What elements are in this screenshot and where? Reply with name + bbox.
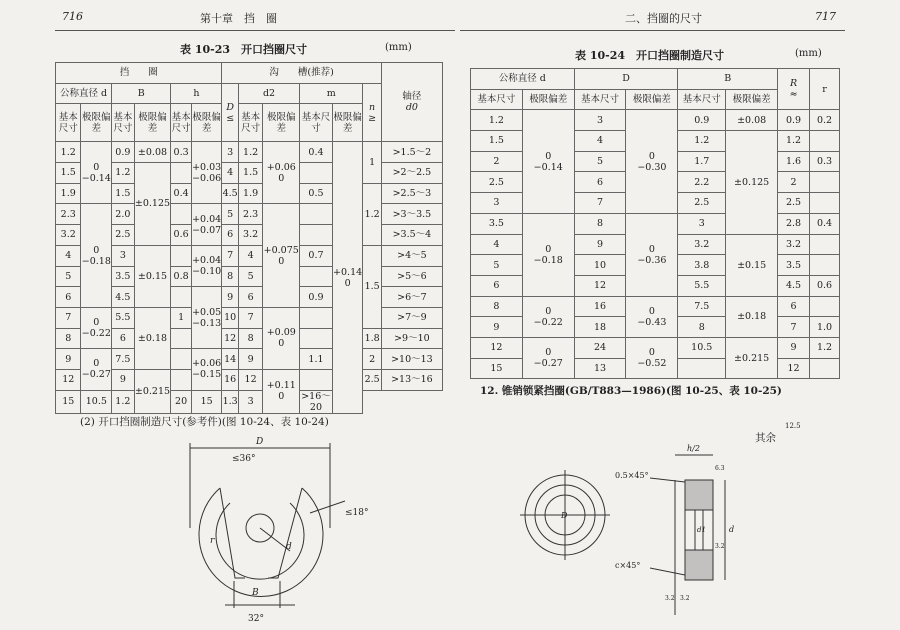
merged-tol-cell: ±0.18 [134,307,171,369]
cell-h: 0.4 [171,183,191,204]
merged-tol-cell: 1.2 [363,183,381,245]
cell-d0: >10～13 [381,349,442,370]
cell-R: 2.8 [778,213,810,234]
cell-R: 3.2 [778,234,810,255]
col-group-ring: 挡 圈 [56,63,222,84]
cell-d2: 7 [238,307,262,328]
cell-m [300,328,333,349]
cell-D: 12 [222,328,238,349]
cell-r: 0.6 [810,275,840,296]
cell-d: 1.2 [56,142,81,163]
cell-d0: >7～9 [381,307,442,328]
cell-h: 1.2 [112,390,134,413]
header-rule [55,30,455,31]
table-row [56,142,443,163]
cell-d2: 3.2 [238,225,262,246]
table-10-23-unit: (mm) [385,42,412,53]
label-d: d [729,525,735,534]
merged-tol-cell: +0.075 0 [263,204,300,307]
cell-B: 5.5 [112,307,134,328]
col-group-groove: 沟 槽(推荐) [222,63,381,84]
cell-R: 9 [778,337,810,358]
col-tol: 极限偏差 [134,104,171,142]
cell-d: 3.2 [56,225,81,246]
cell-d: 1.5 [471,131,523,152]
cell-r [810,296,840,317]
cell-h: 0.6 [171,225,191,246]
section-heading-2: (2) 开口挡圈制造尺寸(参考件)(图 10-24、表 10-24) [80,416,329,428]
cell-h [171,349,191,370]
cell-D: 3 [574,110,626,131]
cell-r [810,172,840,193]
cell-D: 5 [222,204,238,225]
cell-d: 5 [471,255,523,276]
cell-R: 3.5 [778,255,810,276]
cell-D: 9 [574,234,626,255]
label-r32a: 3.2 [715,543,725,550]
cell-d0: >16～20 [301,390,331,413]
cell-B: 3.8 [678,255,726,276]
cell-d: 15 [471,358,523,379]
section-heading-12: 12. 锥销锁紧挡圈(GB/T883—1986)(图 10-25、表 10-25) [480,385,782,397]
col-m: m [300,83,363,104]
chapter-header: 第十章 挡 圈 [200,12,277,25]
cell-D: 18 [574,317,626,338]
col-R: R ≈ [778,69,810,110]
cell-d: 12 [471,337,523,358]
merged-tol-cell: +0.05 −0.13 [191,287,222,349]
roughness-value: 12.5 [785,422,801,430]
table-row [56,245,443,266]
label-r63: 6.3 [715,465,725,472]
merged-tol-cell: ±0.125 [134,163,171,246]
col-r: r [810,69,840,110]
cell-B: 10.5 [81,390,112,413]
cell-d: 1.2 [471,110,523,131]
cell-d2: 5 [238,266,262,287]
cell-B: 7.5 [678,296,726,317]
merged-tol-cell: ±0.15 [726,234,778,296]
cell-r [810,234,840,255]
label-d: d [286,542,292,552]
merged-tol-cell: 0 −0.43 [626,296,678,337]
cell-d0: >1.5～2 [381,142,442,163]
cell-r: 0.3 [810,151,840,172]
cell-B: 3.5 [112,266,134,287]
cell-B: 3 [678,213,726,234]
merged-tol-cell: ±0.215 [726,337,778,378]
col-tol: 极限偏差 [522,89,574,110]
cell-B: 10.5 [678,337,726,358]
merged-tol-cell: 0 −0.36 [626,213,678,296]
cell-R: 2.5 [778,193,810,214]
cell-R: 1.2 [778,131,810,152]
table-row [471,110,840,131]
cell-D: 14 [222,349,238,370]
cell-d2: 1.5 [238,163,262,184]
merged-tol-cell: +0.04 −0.07 [191,204,222,245]
table-10-23 [55,62,443,414]
cell-D: 7 [574,193,626,214]
merged-tol-cell: ±0.08 [726,110,778,131]
cell-B: 9 [112,369,134,390]
cell-m: 0.4 [300,142,333,163]
cell-m [300,266,333,287]
cell-d: 9 [56,349,81,370]
col-tol: 极限偏差 [81,104,112,142]
cell-d2: 9 [238,349,262,370]
table-row [471,213,840,234]
label-r32b: 3.2 [665,595,675,602]
cell-d0: >4～5 [381,245,442,266]
cell-D: 7 [222,245,238,266]
cell-d: 3 [471,193,523,214]
chamfer1-leader [650,478,685,482]
col-tol: 极限偏差 [726,89,778,110]
table-10-24-title: 表 10-24 开口挡圈制造尺寸 [575,49,725,62]
merged-tol-cell: 0 −0.14 [522,110,574,213]
col-tol: 极限偏差 [263,104,300,142]
cell-D: 13 [574,358,626,379]
merged-tol-cell: ±0.18 [726,296,778,337]
cell-m [300,307,333,328]
col-B: B [678,69,778,90]
merged-tol-cell: 3 [238,390,262,413]
cell-m [300,369,333,390]
header-rule [460,30,845,31]
cell-B: 0.9 [112,142,134,163]
cell-d: 5 [56,266,81,287]
merged-tol-cell: 0 −0.18 [81,204,112,307]
cell-D: 16 [222,369,238,390]
cell-B: 2.5 [112,225,134,246]
cell-B: 3 [112,245,134,266]
cell-m [300,204,333,225]
merged-tol-cell: 2.5 [363,369,381,390]
cell-B: 1.5 [112,183,134,204]
merged-tol-cell: +0.06 0 [263,142,300,204]
page-number-left: 716 [62,10,83,23]
cell-R: 6 [778,296,810,317]
cell-d0: >13～16 [381,369,442,390]
col-tol: 极限偏差 [626,89,678,110]
cell-D: 10 [222,307,238,328]
merged-tol-cell: +0.09 0 [263,307,300,369]
cell-h [171,245,191,266]
cell-r: 1.0 [810,317,840,338]
col-basic: 基本尺寸 [574,89,626,110]
merged-tol-cell: 0 −0.18 [522,213,574,296]
cell-d2: 1.2 [238,142,262,163]
cell-d2: 2.3 [238,204,262,225]
table-row [56,225,443,246]
page-number-right: 717 [815,10,836,23]
merged-tol-cell: +0.03 −0.06 [191,142,222,204]
table-row [471,296,840,317]
label-h2: h/2 [687,444,700,453]
cell-h: 1 [171,307,191,328]
col-basic: 基本尺寸 [300,104,333,142]
cell-D: 5 [574,151,626,172]
cell-B [678,358,726,379]
table-row [56,287,443,308]
cell-h [171,163,191,184]
figure-10-24 [170,433,370,628]
merged-tol-cell: +0.11 0 [263,369,300,413]
cell-d: 7 [56,307,81,328]
cell-B: 8 [678,317,726,338]
cell-B: 3.2 [678,234,726,255]
cell-B: 2.0 [112,204,134,225]
cell-d2: 8 [238,328,262,349]
cell-d: 15 [56,390,81,413]
right-page [455,0,900,630]
cell-B: 1.2 [678,131,726,152]
table-row [56,369,443,390]
ring-left-jaw [220,488,245,578]
cell-D: 3 [222,142,238,163]
table-10-24 [470,68,840,379]
col-D: D ≤ [222,83,238,142]
col-basic: 基本尺寸 [171,104,191,142]
cell-R: 4.5 [778,275,810,296]
col-nominal: 公称直径 d [471,69,575,90]
cell-D: 8 [574,213,626,234]
cell-r: 0.4 [810,213,840,234]
cell-d: 4 [471,234,523,255]
cell-d: 2.5 [471,172,523,193]
table-10-24-unit: (mm) [795,48,822,59]
table-row [56,307,443,328]
cell-R: 2 [778,172,810,193]
cell-B: 4.5 [112,287,134,308]
merged-tol-cell: +0.04 −0.10 [191,245,222,286]
cell-m: 1.3 [222,390,238,413]
merged-tol-cell: ±0.15 [134,245,171,307]
cell-r [810,131,840,152]
cell-d: 3.5 [471,213,523,234]
cell-d: 2.3 [56,204,81,225]
cell-m: 0.7 [300,245,333,266]
cell-B: 1.7 [678,151,726,172]
cell-d: 9 [471,317,523,338]
cell-r: 0.2 [810,110,840,131]
merged-tol-cell: 0 −0.14 [81,142,112,204]
cell-d0: >2.5～3 [381,183,442,204]
table-row [56,266,443,287]
merged-tol-cell: 1.8 [363,328,381,349]
cell-m: 0.5 [300,183,333,204]
cell-d: 6 [471,275,523,296]
cell-B: 6 [112,328,134,349]
label-B: B [252,588,259,598]
cell-d0: >6～7 [381,287,442,308]
cell-d2: 1.9 [238,183,262,204]
cell-r [810,358,840,379]
col-basic: 基本尺寸 [56,104,81,142]
table-row [56,204,443,225]
cell-D: 4.5 [222,183,238,204]
cell-h: 0.3 [171,142,191,163]
col-basic: 基本尺寸 [112,104,134,142]
col-basic: 基本尺寸 [238,104,262,142]
cell-m: 1.1 [300,349,333,370]
merged-tol-cell: 0 −0.22 [522,296,574,337]
cell-B: 5.5 [678,275,726,296]
merged-tol-cell: 2 [363,349,381,370]
table-row [56,328,443,349]
cell-d2: 15 [191,390,222,413]
table-row [56,163,443,184]
cell-D: 6 [574,172,626,193]
table-row [56,390,443,413]
chamfer2-leader [650,568,685,575]
table-row [56,349,443,370]
col-B: B [112,83,171,104]
col-tol: 极限偏差 [332,104,363,142]
cell-d: 8 [56,328,81,349]
cell-R: 12 [778,358,810,379]
cell-D: 4 [574,131,626,152]
cell-R: 1.6 [778,151,810,172]
label-r32c: 3.2 [680,595,690,602]
merged-tol-cell: 1 [363,142,381,183]
label-D: D [561,511,568,520]
merged-tol-cell: 0 −0.30 [626,110,678,213]
cell-d: 4 [56,245,81,266]
cell-h [171,204,191,225]
cell-D: 6 [222,225,238,246]
col-basic: 基本尺寸 [678,89,726,110]
cell-m [300,225,333,246]
cell-R: 0.9 [778,110,810,131]
merged-tol-cell: +0.14 0 [332,142,363,413]
cell-D: 24 [574,337,626,358]
cell-d: 1.5 [56,163,81,184]
dim-18-leader [310,501,345,513]
figure-10-25 [515,440,795,625]
table-10-23-title: 表 10-23 开口挡圈尺寸 [180,43,308,56]
label-32: 32° [248,614,264,624]
cell-r [810,193,840,214]
cell-m: 0.9 [300,287,333,308]
table-row [471,337,840,358]
cell-d: 2 [471,151,523,172]
cell-d2: 6 [238,287,262,308]
merged-tol-cell: 1.5 [363,245,381,328]
cell-h [171,328,191,349]
cell-d0: >3.5～4 [381,225,442,246]
merged-tol-cell: ±0.08 [134,142,171,163]
col-D: D [574,69,678,90]
cell-d0: >3～3.5 [381,204,442,225]
cell-d2: 12 [238,369,262,390]
col-nominal: 公称直径 d [56,83,112,104]
cell-d: 12 [56,369,81,390]
col-shaft: 轴径 d0 [381,63,442,142]
cell-D: 16 [574,296,626,317]
merged-tol-cell: +0.06 −0.15 [191,349,222,390]
merged-tol-cell: ±0.215 [134,369,171,413]
cell-B: 2.5 [678,193,726,214]
cell-h [171,287,191,308]
cell-r [810,255,840,276]
cell-B: 2.2 [678,172,726,193]
table-row [56,183,443,204]
col-tol: 极限偏差 [191,104,222,142]
cell-B: 7.5 [112,349,134,370]
cell-D: 20 [171,390,191,413]
col-basic: 基本尺寸 [471,89,523,110]
col-d2: d2 [238,83,299,104]
label-36: ≤36° [232,454,256,464]
cell-D: 12 [574,275,626,296]
cell-r: 1.2 [810,337,840,358]
cell-h [171,369,191,390]
cell-m [300,163,333,184]
merged-tol-cell: 0 −0.22 [81,307,112,348]
label-d1: d1 [697,526,706,534]
section-header: 二、挡圈的尺寸 [625,12,702,25]
merged-tol-cell: ±0.125 [726,131,778,234]
label-D: D [256,437,264,447]
cell-B: 1.2 [112,163,134,184]
cell-d2: 4 [238,245,262,266]
cell-h: 0.8 [171,266,191,287]
cell-D: 10 [574,255,626,276]
cell-D: 4 [222,163,238,184]
cell-D: 8 [222,266,238,287]
cell-B: 0.9 [678,110,726,131]
cell-D: 9 [222,287,238,308]
cell-d: 1.9 [56,183,81,204]
label-18: ≤18° [345,508,369,518]
roughness-note: 其余 [755,432,776,444]
merged-tol-cell: 0 −0.52 [626,337,678,378]
cell-d0: >9～10 [381,328,442,349]
label-chamfer1: 0.5×45° [615,471,649,480]
cell-d: 8 [471,296,523,317]
cell-R: 7 [778,317,810,338]
cell-d0: >2～2.5 [381,163,442,184]
col-n: n ≥ [363,83,381,142]
cell-d: 6 [56,287,81,308]
merged-tol-cell: 0 −0.27 [81,349,112,390]
merged-tol-cell: 0 −0.27 [522,337,574,378]
cell-d0: >5～6 [381,266,442,287]
col-h: h [171,83,222,104]
label-r: r [210,536,215,546]
label-chamfer2: c×45° [615,561,641,570]
